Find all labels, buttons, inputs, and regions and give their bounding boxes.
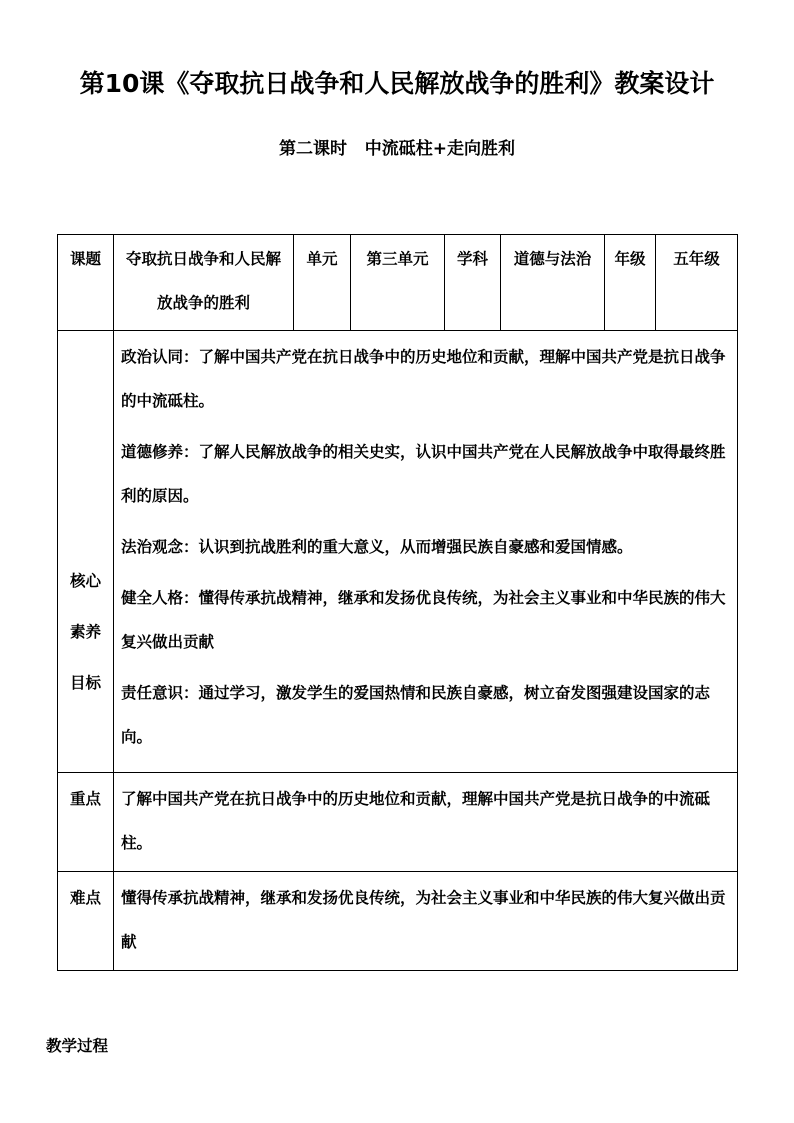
difficult-point-row xyxy=(58,872,738,971)
grade-value: 五年级 xyxy=(656,235,738,331)
unit-label: 单元 xyxy=(294,235,351,331)
goal-moral-cultivation: 道德修养：了解人民解放战争的相关史实，认识中国共产党在人民解放战争中取得最终胜利的原因。 xyxy=(121,443,726,505)
difficult-point-label: 难点 xyxy=(58,872,114,971)
key-point-label: 重点 xyxy=(58,773,114,872)
difficult-point-text: 懂得传承抗战精神，继承和发扬优良传统，为社会主义事业和中华民族的伟大复兴做出贡献 xyxy=(114,872,738,971)
topic-label: 课题 xyxy=(58,235,114,331)
core-goals-content xyxy=(114,331,738,773)
core-goals-label xyxy=(58,331,114,773)
header-row xyxy=(58,235,738,331)
goal-rule-of-law: 法治观念：认识到抗战胜利的重大意义，从而增强民族自豪感和爱国情感。 xyxy=(121,538,633,556)
document-title: 第10课《夺取抗日战争和人民解放战争的胜利》教案设计 xyxy=(79,69,715,98)
subject-label: 学科 xyxy=(445,235,501,331)
core-goals-label-line: 目标 xyxy=(69,674,101,692)
goal-responsibility: 责任意识：通过学习，激发学生的爱国热情和民族自豪感，树立奋发图强建设国家的志向。 xyxy=(121,684,711,746)
goal-political-identity: 政治认同：了解中国共产党在抗日战争中的历史地位和贡献，理解中国共产党是抗日战争的中流砥柱。 xyxy=(121,348,726,410)
document-subtitle: 第二课时 中流砥柱+走向胜利 xyxy=(279,139,515,159)
topic-value: 夺取抗日战争和人民解放战争的胜利 xyxy=(114,235,294,331)
goal-sound-personality: 健全人格：懂得传承抗战精神，继承和发扬优良传统，为社会主义事业和中华民族的伟大复兴做出贡献 xyxy=(121,589,726,651)
grade-label: 年级 xyxy=(605,235,656,331)
subject-value: 道德与法治 xyxy=(501,235,605,331)
teaching-process-heading: 教学过程 xyxy=(46,1037,109,1055)
core-goals-label-line: 素养 xyxy=(69,623,101,641)
key-point-text: 了解中国共产党在抗日战争中的历史地位和贡献，理解中国共产党是抗日战争的中流砥柱。 xyxy=(114,773,738,872)
core-goals-label-line: 核心 xyxy=(69,572,101,590)
key-point-row xyxy=(58,773,738,872)
core-goals-row xyxy=(58,331,738,773)
unit-value: 第三单元 xyxy=(351,235,445,331)
lesson-plan-table xyxy=(57,234,738,971)
